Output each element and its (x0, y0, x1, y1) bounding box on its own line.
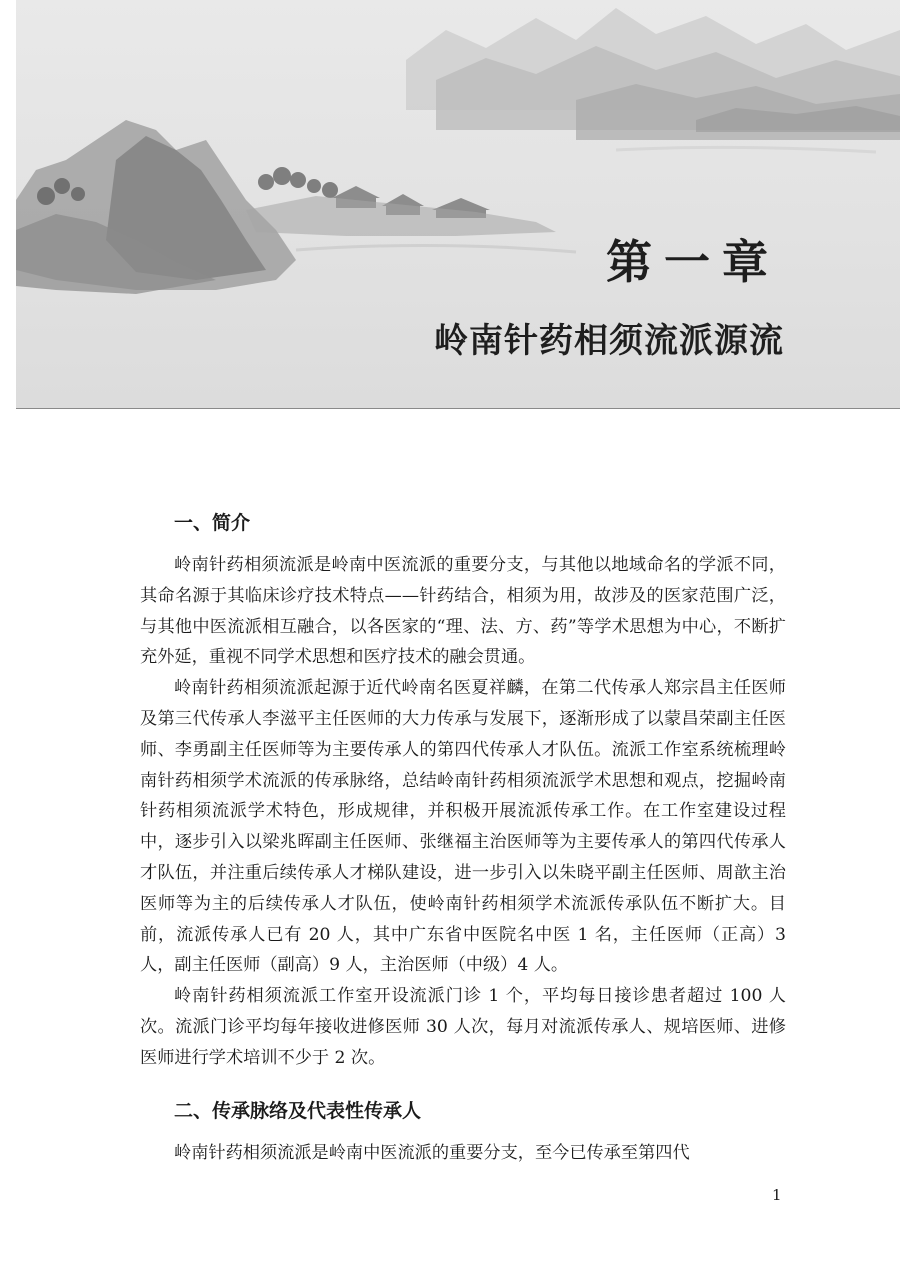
section-heading-introduction: 一、简介 (174, 512, 251, 534)
chapter-number: 第一章 (606, 235, 780, 289)
page-number: 1 (772, 1186, 782, 1204)
paragraph: 岭南针药相须流派是岭南中医流派的重要分支，与其他以地域命名的学派不同，其命名源于其临床诊疗技术特点——针药结合，相须为用，故涉及的医家范围广泛，与其他中医流派相互融合，以各医家的“理、法、方、药”等学术思想为中心，不断扩充外延，重视不同学术思想和医疗技术的融会贯通。 (140, 555, 786, 668)
chapter-header-band (16, 0, 900, 409)
paragraph: 岭南针药相须流派工作室开设流派门诊 1 个，平均每日接诊患者超过 100 人次。流派门诊平均每年接收进修医师 30 人次，每月对流派传承人、规培医师、进修医师进行学术培训不少于 2 次。 (140, 986, 786, 1068)
section-heading-lineage: 二、传承脉络及代表性传承人 (174, 1099, 422, 1122)
paragraph: 岭南针药相须流派起源于近代岭南名医夏祥麟，在第二代传承人郑宗昌主任医师及第三代传承人李滋平主任医师的大力传承与发展下，逐渐形成了以蒙昌荣副主任医师、李勇副主任医师等为主要传承人的第四代传承人才队伍。流派工作室系统梳理岭南针药相须学术流派的传承脉络，总结岭南针药相须流派学术思想和观点，挖掘岭南针药相须流派学术特色，形成规律，并积极开展流派传承工作。在工作室建设过程中，逐步引入以梁兆晖副主任医师、张继福主治医师等为主要传承人的第四代传承人才队伍，并注重后续传承人才梯队建设，进一步引入以朱晓平副主任医师、周歆主治医师等为主的后续传承人才队伍，使岭南针药相须学术流派传承队伍不断扩大。目前，流派传承人已有 20 人，其中广东省中医院名中医 1 名，主任医师（正高）3 人，副主任医师（副高）9 人，主治医师（中级）4 人。 (140, 678, 786, 976)
chapter-body (140, 508, 786, 1168)
paragraph: 岭南针药相须流派是岭南中医流派的重要分支，至今已传承至第四代 (174, 1142, 690, 1163)
chapter-title: 岭南针药相须流派源流 (434, 321, 784, 361)
